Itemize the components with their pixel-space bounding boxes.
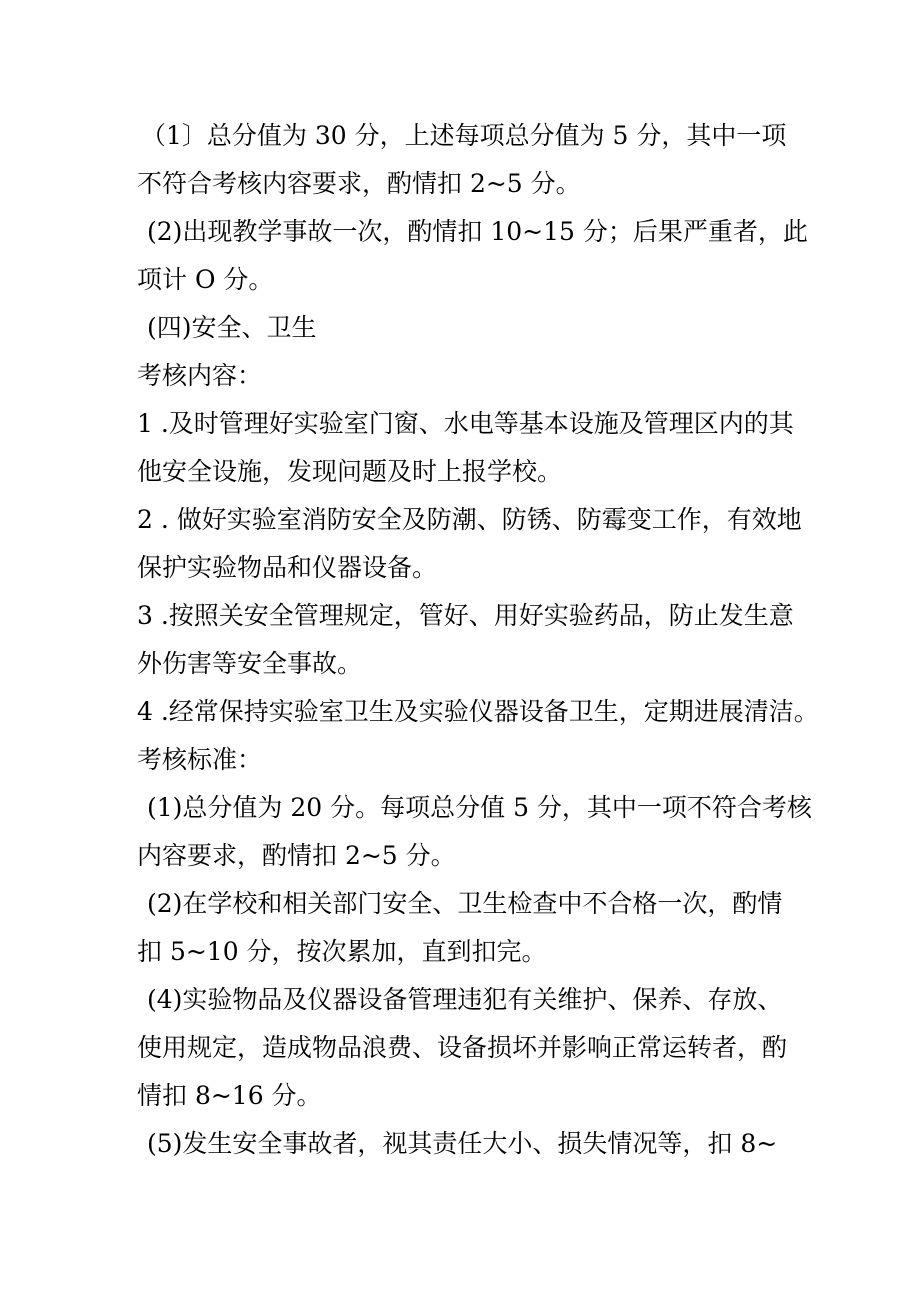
text-line: 3 .按照关安全管理规定，管好、用好实验药品，防止发生意 — [137, 601, 794, 630]
text-line: （1〕总分值为 30 分，上述每项总分值为 5 分，其中一项 — [141, 121, 787, 150]
text-line: 他安全设施，发现问题及时上报学校。 — [137, 457, 563, 486]
text-line: 2 . 做好实验室消防安全及防潮、防锈、防霉变工作，有效地 — [137, 505, 802, 534]
text-line: 不符合考核内容要求，酌情扣 2~5 分。 — [137, 169, 581, 198]
text-line: 内容要求，酌情扣 2~5 分。 — [137, 841, 456, 870]
document-body — [137, 112, 819, 1168]
subsection-label: 考核内容： — [137, 361, 263, 390]
text-line: 扣 5~10 分，按次累加，直到扣完。 — [137, 937, 547, 966]
text-line: (2)出现教学事故一次，酌情扣 10~15 分；后果严重者，此 — [147, 217, 808, 246]
text-line: 外伤害等安全事故。 — [137, 649, 363, 678]
text-line: 1 .及时管理好实验室门窗、水电等基本设施及管理区内的其 — [137, 409, 794, 438]
text-line: 4 .经常保持实验室卫生及实验仪器设备卫生，定期进展清洁。 — [137, 697, 819, 726]
subsection-label: 考核标准： — [137, 745, 263, 774]
section-heading: (四)安全、卫生 — [147, 313, 317, 342]
text-line: (5)发生安全事故者，视其责任大小、损失情况等，扣 8~ — [147, 1129, 778, 1158]
text-line: 使用规定，造成物品浪费、设备损坏并影响正常运转者，酌 — [137, 1033, 788, 1062]
text-line: (2)在学校和相关部门安全、卫生检查中不合格一次，酌情 — [147, 889, 783, 918]
text-line: 项计 O 分。 — [137, 265, 274, 294]
text-line: 保护实验物品和仪器设备。 — [137, 553, 438, 582]
text-line: (1)总分值为 20 分。每项总分值 5 分，其中一项不符合考核 — [147, 793, 812, 822]
text-line: (4)实验物品及仪器设备管理违犯有关维护、保养、存放、 — [147, 985, 783, 1014]
text-line: 情扣 8~16 分。 — [137, 1081, 322, 1110]
